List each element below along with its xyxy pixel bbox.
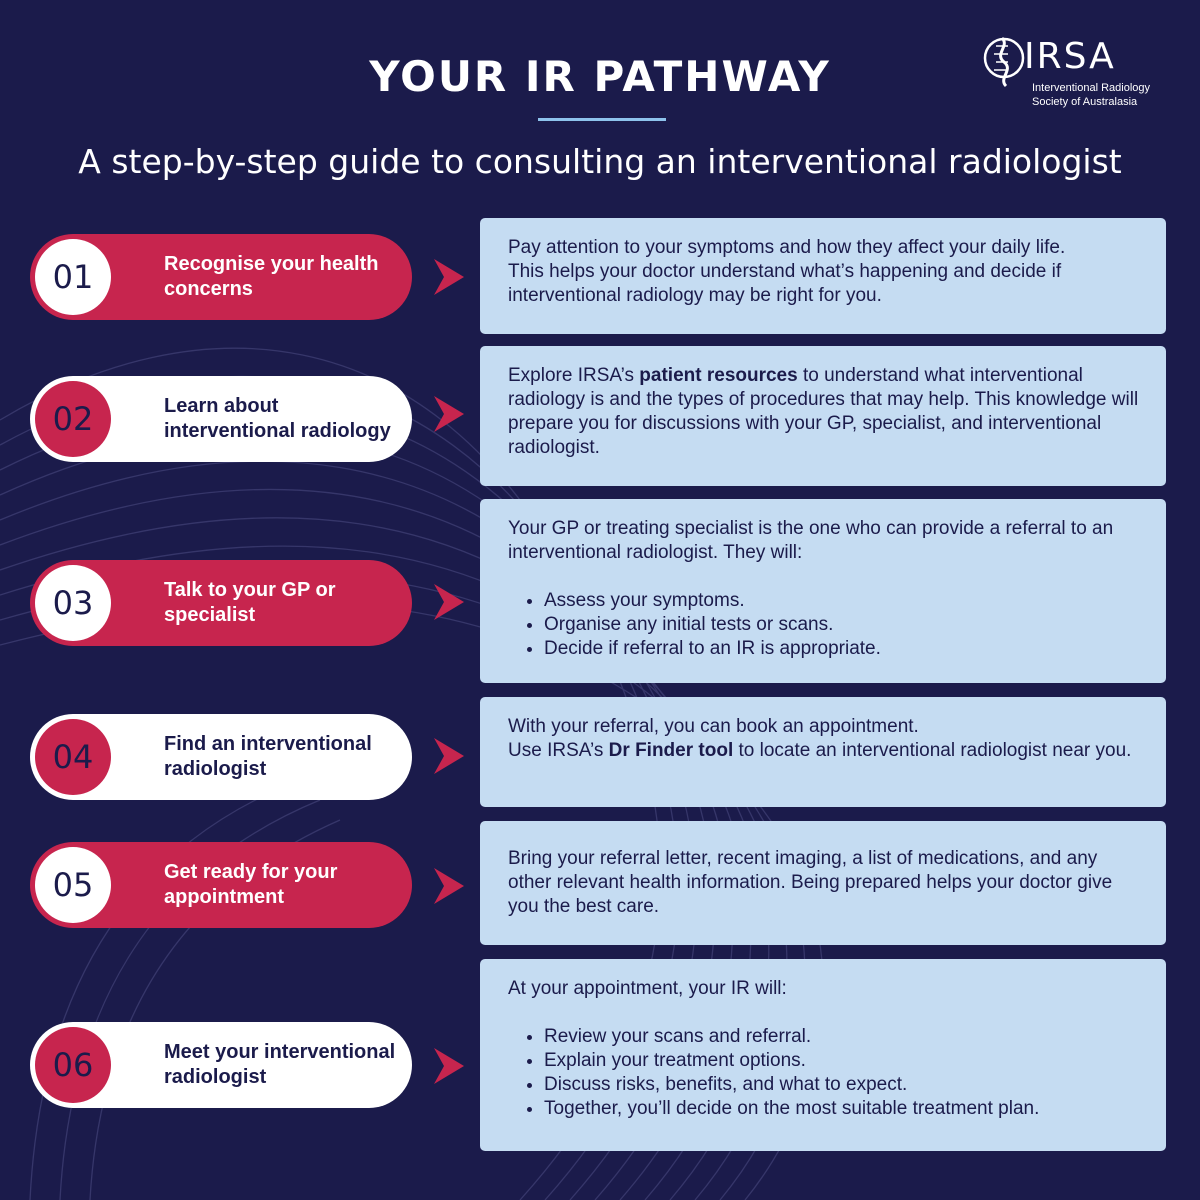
chevron-right-icon: [430, 736, 466, 776]
step-03-label: Talk to your GP or specialist: [164, 579, 336, 626]
step-02-text: Explore IRSA’s patient resources to understand what interventional radiology is and the types of procedures that may help. This knowledge will prepare you for discussions with your GP, specialist, and interventional radiologist.: [508, 365, 1139, 458]
step-06-intro: At your appointment, your IR will:: [508, 978, 787, 999]
step-02-pill: [30, 376, 412, 462]
step-04-label: Find an interventional radiologist: [164, 733, 372, 780]
step-03-bullet-list: [508, 589, 1140, 661]
page-title: YOUR IR PATHWAY: [369, 52, 831, 101]
list-item: • Review your scans and referral.: [544, 1025, 1140, 1049]
list-item: • Together, you’ll decide on the most suitable treatment plan.: [544, 1097, 1140, 1121]
title-divider: [538, 118, 666, 121]
logo-tagline-line2: Society of Australasia: [1032, 96, 1138, 108]
step-05-pill: [30, 842, 412, 928]
logo-tagline-line1: Interventional Radiology: [1032, 82, 1151, 94]
spine-logo-icon: [980, 32, 1026, 102]
step-05-card: [480, 821, 1166, 945]
step-06-card: [480, 959, 1166, 1151]
step-03-card: [480, 499, 1166, 683]
list-item: • Discuss risks, benefits, and what to expect.: [544, 1073, 1140, 1097]
step-01-number: 01: [35, 239, 111, 315]
list-item: • Decide if referral to an IR is appropriate.: [544, 637, 1140, 661]
chevron-right-icon: [430, 582, 466, 622]
chevron-right-icon: [430, 257, 466, 297]
step-01-line-3: interventional radiology may be right for you.: [508, 285, 882, 306]
page-subtitle: A step-by-step guide to consulting an interventional radiologist: [78, 142, 1122, 181]
step-05-number: 05: [35, 847, 111, 923]
step-04-text: Use IRSA’s Dr Finder tool to locate an interventional radiologist near you.: [508, 740, 1132, 761]
step-06-pill: [30, 1022, 412, 1108]
step-06-label: Meet your interventional radiologist: [164, 1041, 396, 1088]
step-02-card: [480, 346, 1166, 486]
step-03-intro: Your GP or treating specialist is the one who can provide a referral to an interventional radiologist. They will:: [508, 518, 1114, 563]
step-03-number: 03: [35, 565, 111, 641]
step-01-line-2: This helps your doctor understand what’s happening and decide if: [508, 261, 1062, 282]
step-02-label: Learn about interventional radiology: [164, 395, 391, 442]
logo-wordmark: IRSA: [1024, 36, 1116, 77]
step-02-number: 02: [35, 381, 111, 457]
step-01-card: [480, 218, 1166, 334]
step-06-bullet-list: [508, 1025, 1140, 1121]
list-item: • Assess your symptoms.: [544, 589, 1140, 613]
step-06-number: 06: [35, 1027, 111, 1103]
step-04-number: 04: [35, 719, 111, 795]
step-01-pill: [30, 234, 412, 320]
step-04-card: [480, 697, 1166, 807]
step-04-pill: [30, 714, 412, 800]
chevron-right-icon: [430, 1046, 466, 1086]
step-03-pill: [30, 560, 412, 646]
step-01-label: Recognise your health concerns: [164, 253, 379, 300]
list-item: • Explain your treatment options.: [544, 1049, 1140, 1073]
step-05-label: Get ready for your appointment: [164, 861, 338, 908]
chevron-right-icon: [430, 394, 466, 434]
irsa-logo[interactable]: [980, 30, 1170, 110]
step-01-line-1: Pay attention to your symptoms and how they affect your daily life.: [508, 237, 1066, 258]
dr-finder-tool-link[interactable]: Dr Finder tool: [608, 740, 734, 761]
chevron-right-icon: [430, 866, 466, 906]
patient-resources-link[interactable]: patient resources: [639, 365, 798, 386]
list-item: • Organise any initial tests or scans.: [544, 613, 1140, 637]
step-04-line-1: With your referral, you can book an appointment.: [508, 716, 919, 737]
step-05-text: Bring your referral letter, recent imaging, a list of medications, and any other relevant health information. Being prepared helps your doctor give you the best care.: [508, 848, 1113, 917]
